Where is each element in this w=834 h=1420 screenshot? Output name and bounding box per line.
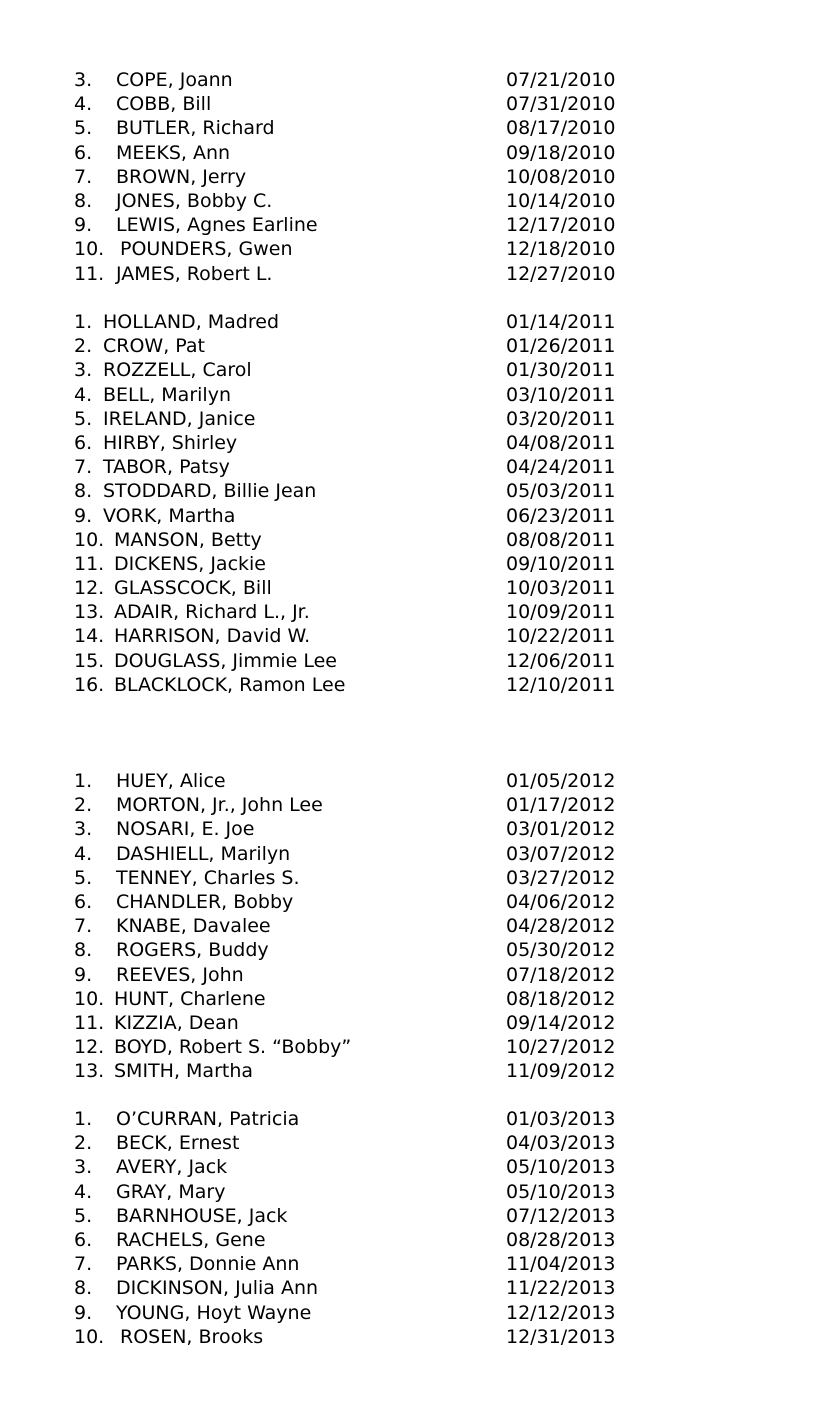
entry-number: 8.: [74, 189, 93, 212]
entry-name: ROZZELL, Carol: [103, 359, 252, 382]
list-group: [0, 68, 834, 286]
entry-name: BELL, Marilyn: [103, 383, 231, 406]
entry-date: 03/07/2012: [506, 842, 616, 865]
list-item: [0, 600, 834, 624]
list-item: [0, 116, 834, 140]
entry-name: YOUNG, Hoyt Wayne: [116, 1301, 312, 1324]
entry-name: LEWIS, Agnes Earline: [116, 214, 318, 237]
entry-name: JAMES, Robert L.: [116, 262, 273, 285]
entry-date: 04/03/2013: [506, 1132, 616, 1155]
list-group: [0, 310, 834, 697]
entry-name: MANSON, Betty: [114, 528, 262, 551]
entry-name: MORTON, Jr., John Lee: [116, 794, 323, 817]
entry-number: 11.: [74, 552, 105, 575]
entry-number: 5.: [74, 407, 93, 430]
entry-name: DOUGLASS, Jimmie Lee: [114, 649, 337, 672]
list-item: [0, 576, 834, 600]
entry-date: 11/04/2013: [506, 1253, 616, 1276]
entry-name: COBB, Bill: [116, 93, 212, 116]
entry-date: 01/05/2012: [506, 770, 616, 792]
entry-name: TENNEY, Charles S.: [116, 866, 300, 889]
entry-number: 6.: [74, 890, 93, 913]
entry-date: 12/18/2010: [506, 238, 616, 261]
entry-number: 9.: [74, 963, 93, 986]
entry-number: 8.: [74, 480, 93, 503]
list-item: [0, 407, 834, 431]
entry-name: NOSARI, E. Joe: [116, 818, 255, 841]
list-item: [0, 431, 834, 455]
entry-name: MEEKS, Ann: [116, 141, 231, 164]
entry-name: GLASSCOCK, Bill: [114, 577, 272, 600]
entry-name: DICKENS, Jackie: [114, 552, 266, 575]
list-item: [0, 358, 834, 382]
entry-date: 01/03/2013: [506, 1108, 616, 1130]
list-item: [0, 92, 834, 116]
list-item: [0, 68, 834, 92]
entry-number: 1.: [74, 311, 93, 333]
entry-date: 05/10/2013: [506, 1156, 616, 1179]
entry-date: 06/23/2011: [506, 504, 616, 527]
entry-name: CROW, Pat: [103, 335, 205, 358]
entry-number: 11.: [74, 262, 105, 285]
entry-name: SMITH, Martha: [114, 1060, 254, 1083]
entry-date: 10/03/2011: [506, 577, 616, 600]
entry-date: 11/22/2013: [506, 1277, 616, 1300]
list-item: [0, 237, 834, 261]
entry-number: 7.: [74, 456, 93, 479]
entry-number: 3.: [74, 818, 93, 841]
entry-number: 3.: [74, 359, 93, 382]
entry-number: 6.: [74, 1228, 93, 1251]
list-item: [0, 1276, 834, 1300]
entry-number: 15.: [74, 649, 105, 672]
list-item: [0, 624, 834, 648]
entry-number: 5.: [74, 866, 93, 889]
entry-date: 10/22/2011: [506, 625, 616, 648]
entry-name: POUNDERS, Gwen: [120, 238, 293, 261]
entry-date: 10/14/2010: [506, 189, 616, 212]
entry-number: 2.: [74, 1132, 93, 1155]
entry-date: 08/17/2010: [506, 117, 616, 140]
entry-name: BARNHOUSE, Jack: [116, 1204, 288, 1227]
entry-number: 4.: [74, 1180, 93, 1203]
entry-name: BECK, Ernest: [116, 1132, 240, 1155]
list-item: [0, 479, 834, 503]
list-item: [0, 963, 834, 987]
entry-number: 13.: [74, 1060, 105, 1083]
entry-number: 8.: [74, 1277, 93, 1300]
list-item: [0, 817, 834, 841]
entry-number: 7.: [74, 165, 93, 188]
list-item: [0, 334, 834, 358]
entry-number: 11.: [74, 1011, 105, 1034]
entry-number: 10.: [74, 987, 105, 1010]
entry-name: JONES, Bobby C.: [116, 189, 273, 212]
entry-name: REEVES, John: [116, 963, 244, 986]
list-item: [0, 938, 834, 962]
entry-number: 12.: [74, 577, 105, 600]
entry-date: 12/06/2011: [506, 649, 616, 672]
list-group: [0, 769, 834, 1083]
entry-date: 07/21/2010: [506, 69, 616, 91]
entry-date: 08/08/2011: [506, 528, 616, 551]
entry-number: 6.: [74, 431, 93, 454]
entry-name: ROGERS, Buddy: [116, 939, 269, 962]
list-item: [0, 1180, 834, 1204]
entry-number: 3.: [74, 69, 93, 91]
entry-number: 5.: [74, 1204, 93, 1227]
entry-date: 12/31/2013: [506, 1325, 616, 1348]
entry-name: DASHIELL, Marilyn: [116, 842, 291, 865]
list-item: [0, 673, 834, 697]
entry-number: 4.: [74, 383, 93, 406]
list-item: [0, 1228, 834, 1252]
entry-name: CHANDLER, Bobby: [116, 890, 294, 913]
entry-date: 11/09/2012: [506, 1060, 616, 1083]
entry-date: 10/09/2011: [506, 601, 616, 624]
entry-number: 1.: [74, 770, 93, 792]
list-item: [0, 455, 834, 479]
entry-number: 5.: [74, 117, 93, 140]
list-item: [0, 165, 834, 189]
list-item: [0, 262, 834, 286]
list-item: [0, 987, 834, 1011]
entry-number: 2.: [74, 794, 93, 817]
entry-name: BOYD, Robert S. “Bobby”: [114, 1036, 352, 1059]
list-item: [0, 866, 834, 890]
entry-date: 04/08/2011: [506, 431, 616, 454]
entry-name: RACHELS, Gene: [116, 1228, 266, 1251]
entry-number: 16.: [74, 673, 105, 696]
entry-name: BUTLER, Richard: [116, 117, 275, 140]
entry-number: 13.: [74, 601, 105, 624]
list-item: [0, 213, 834, 237]
entry-number: 2.: [74, 335, 93, 358]
list-item: [0, 1131, 834, 1155]
entry-date: 05/30/2012: [506, 939, 616, 962]
entry-date: 03/10/2011: [506, 383, 616, 406]
entry-number: 4.: [74, 842, 93, 865]
entry-date: 03/27/2012: [506, 866, 616, 889]
entry-name: HOLLAND, Madred: [103, 311, 280, 333]
entry-number: 10.: [74, 1325, 105, 1348]
list-item: [0, 1059, 834, 1083]
entry-name: COPE, Joann: [116, 69, 233, 91]
entry-name: HARRISON, David W.: [114, 625, 311, 648]
entry-date: 03/01/2012: [506, 818, 616, 841]
entry-date: 01/26/2011: [506, 335, 616, 358]
entry-name: PARKS, Donnie Ann: [116, 1253, 300, 1276]
entry-date: 03/20/2011: [506, 407, 616, 430]
entry-date: 05/10/2013: [506, 1180, 616, 1203]
entry-date: 01/30/2011: [506, 359, 616, 382]
entry-number: 1.: [74, 1108, 93, 1130]
entry-name: HUNT, Charlene: [114, 987, 266, 1010]
entry-name: BLACKLOCK, Ramon Lee: [114, 673, 346, 696]
entry-date: 10/08/2010: [506, 165, 616, 188]
entry-date: 09/10/2011: [506, 552, 616, 575]
list-item: [0, 1107, 834, 1131]
list-item: [0, 649, 834, 673]
list-item: [0, 504, 834, 528]
entry-name: STODDARD, Billie Jean: [103, 480, 317, 503]
list-item: [0, 552, 834, 576]
entry-date: 12/27/2010: [506, 262, 616, 285]
list-item: [0, 1252, 834, 1276]
entry-date: 05/03/2011: [506, 480, 616, 503]
entry-name: TABOR, Patsy: [103, 456, 230, 479]
entry-name: DICKINSON, Julia Ann: [116, 1277, 319, 1300]
entry-number: 8.: [74, 939, 93, 962]
entry-number: 9.: [74, 214, 93, 237]
entry-date: 01/14/2011: [506, 311, 616, 333]
entry-date: 12/12/2013: [506, 1301, 616, 1324]
entry-date: 09/18/2010: [506, 141, 616, 164]
list-item: [0, 890, 834, 914]
list-group: [0, 1107, 834, 1349]
list-item: [0, 914, 834, 938]
entry-date: 12/17/2010: [506, 214, 616, 237]
list-item: [0, 310, 834, 334]
list-item: [0, 793, 834, 817]
entry-name: VORK, Martha: [103, 504, 236, 527]
entry-name: IRELAND, Janice: [103, 407, 256, 430]
entry-number: 7.: [74, 915, 93, 938]
list-item: [0, 1155, 834, 1179]
entry-name: HUEY, Alice: [116, 770, 226, 792]
entry-number: 10.: [74, 238, 105, 261]
entry-name: O’CURRAN, Patricia: [116, 1108, 300, 1130]
list-item: [0, 769, 834, 793]
entry-date: 07/12/2013: [506, 1204, 616, 1227]
list-item: [0, 528, 834, 552]
entry-date: 08/28/2013: [506, 1228, 616, 1251]
entry-date: 07/18/2012: [506, 963, 616, 986]
entry-name: AVERY, Jack: [116, 1156, 228, 1179]
entry-date: 01/17/2012: [506, 794, 616, 817]
entry-date: 09/14/2012: [506, 1011, 616, 1034]
entry-name: ROSEN, Brooks: [120, 1325, 264, 1348]
entry-date: 12/10/2011: [506, 673, 616, 696]
entry-name: KIZZIA, Dean: [114, 1011, 239, 1034]
list-item: [0, 1035, 834, 1059]
entry-name: KNABE, Davalee: [116, 915, 271, 938]
entry-number: 14.: [74, 625, 105, 648]
entry-number: 3.: [74, 1156, 93, 1179]
list-item: [0, 1301, 834, 1325]
entry-date: 10/27/2012: [506, 1036, 616, 1059]
list-item: [0, 842, 834, 866]
entry-number: 9.: [74, 1301, 93, 1324]
entry-name: GRAY, Mary: [116, 1180, 226, 1203]
entry-number: 4.: [74, 93, 93, 116]
entry-date: 04/06/2012: [506, 890, 616, 913]
entry-number: 12.: [74, 1036, 105, 1059]
entry-name: ADAIR, Richard L., Jr.: [114, 601, 310, 624]
list-item: [0, 383, 834, 407]
list-item: [0, 141, 834, 165]
entry-name: BROWN, Jerry: [116, 165, 247, 188]
list-item: [0, 1325, 834, 1349]
list-item: [0, 1011, 834, 1035]
entry-date: 04/28/2012: [506, 915, 616, 938]
list-item: [0, 1204, 834, 1228]
entry-date: 04/24/2011: [506, 456, 616, 479]
entry-number: 7.: [74, 1253, 93, 1276]
entry-number: 10.: [74, 528, 105, 551]
list-item: [0, 189, 834, 213]
entry-date: 07/31/2010: [506, 93, 616, 116]
entry-name: HIRBY, Shirley: [103, 431, 238, 454]
entry-date: 08/18/2012: [506, 987, 616, 1010]
entry-number: 9.: [74, 504, 93, 527]
entry-number: 6.: [74, 141, 93, 164]
